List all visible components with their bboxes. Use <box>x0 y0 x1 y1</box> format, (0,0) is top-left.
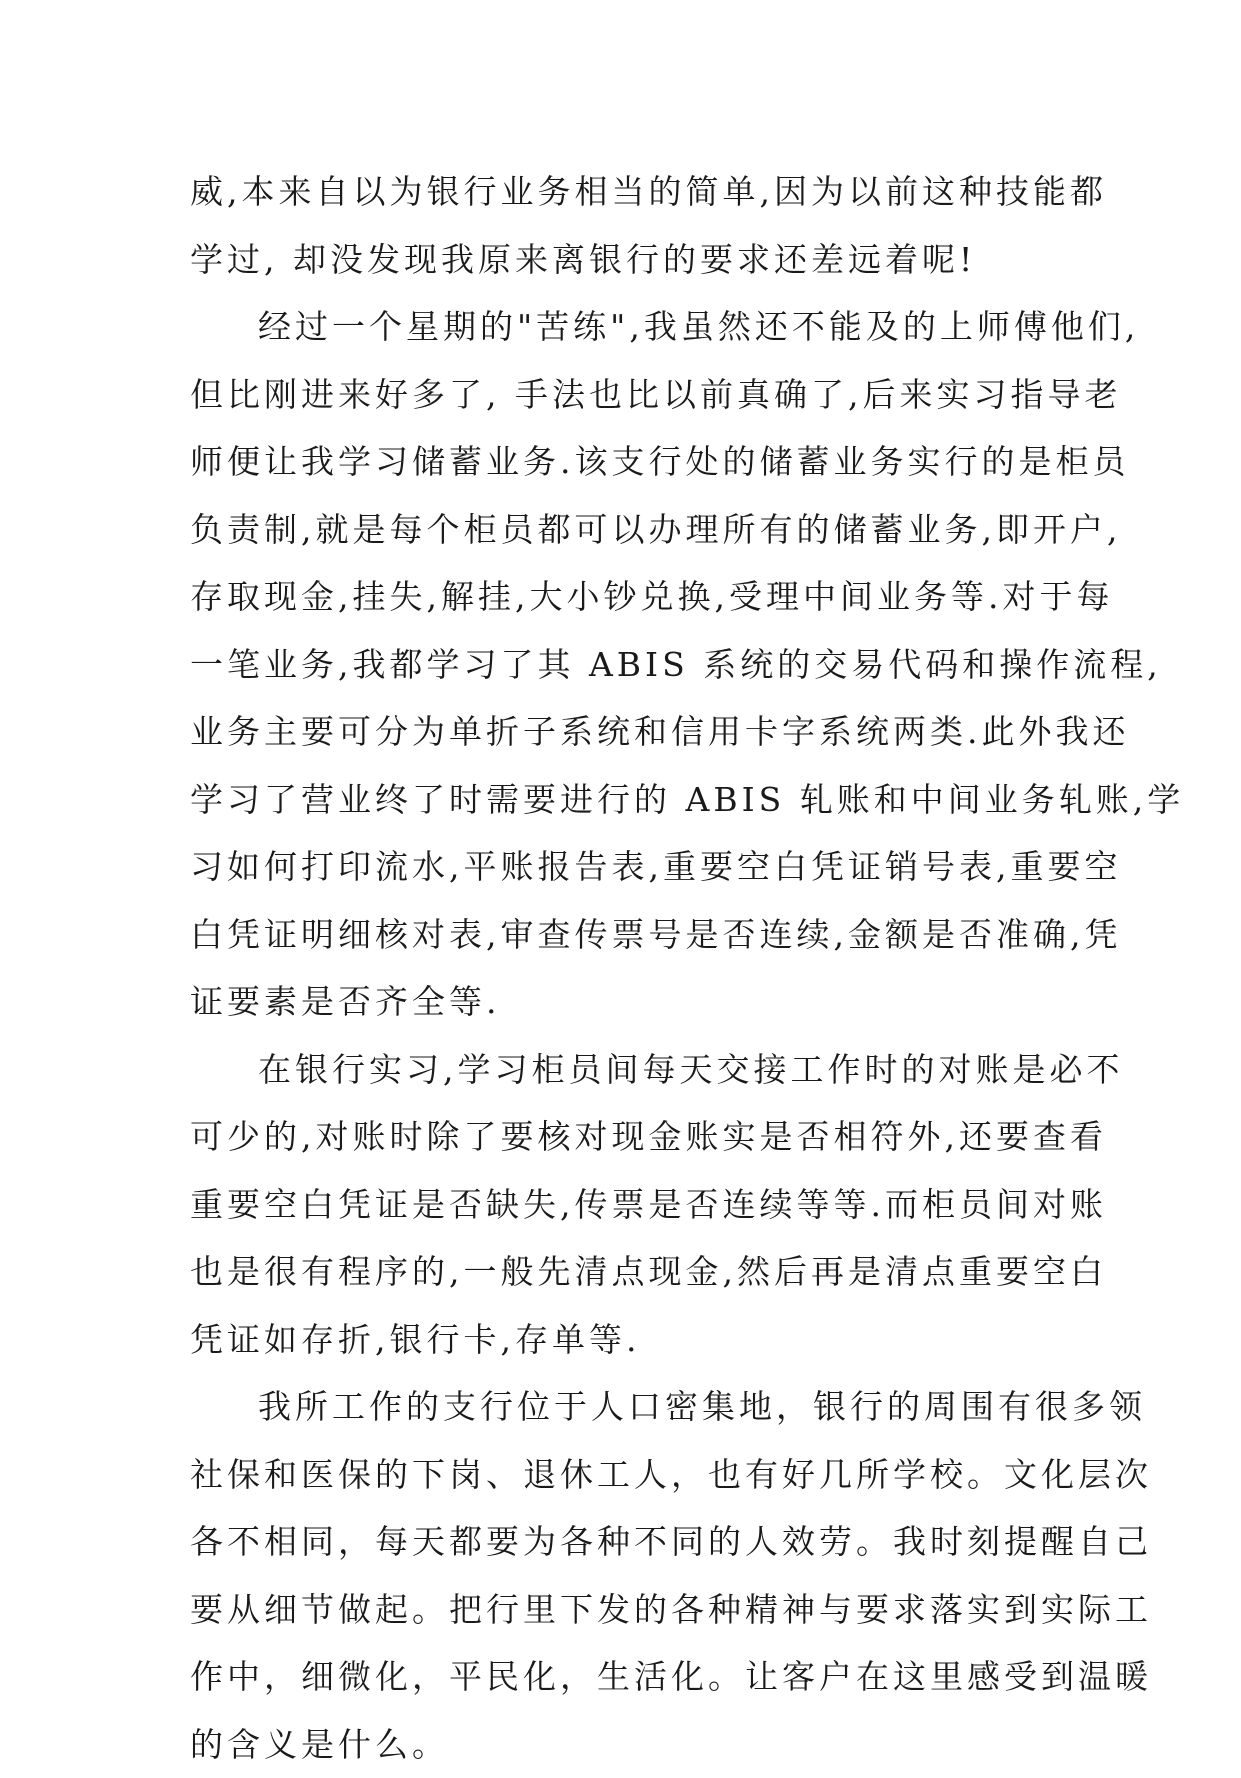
text-line: 师便让我学习储蓄业务.该支行处的储蓄业务实行的是柜员 <box>190 428 1050 496</box>
text-line: 也是很有程序的,一般先清点现金,然后再是清点重要空白 <box>190 1238 1050 1306</box>
text-line: 一笔业务,我都学习了其 ABIS 系统的交易代码和操作流程, <box>190 631 1050 699</box>
paragraph-start-line: 在银行实习,学习柜员间每天交接工作时的对账是必不 <box>190 1036 1050 1104</box>
text-line: 白凭证明细核对表,审查传票号是否连续,金额是否准确,凭 <box>190 901 1050 969</box>
text-line: 作中，细微化，平民化，生活化。让客户在这里感受到温暖 <box>190 1643 1050 1711</box>
text-line: 要从细节做起。把行里下发的各种精神与要求落实到实际工 <box>190 1576 1050 1644</box>
text-line: 社保和医保的下岗、退休工人，也有好几所学校。文化层次 <box>190 1441 1050 1509</box>
text-line: 各不相同，每天都要为各种不同的人效劳。我时刻提醒自己 <box>190 1508 1050 1576</box>
text-line: 习如何打印流水,平账报告表,重要空白凭证销号表,重要空 <box>190 833 1050 901</box>
text-line: 存取现金,挂失,解挂,大小钞兑换,受理中间业务等.对于每 <box>190 563 1050 631</box>
text-line: 重要空白凭证是否缺失,传票是否连续等等.而柜员间对账 <box>190 1171 1050 1239</box>
body-text <box>190 158 1050 1778</box>
text-line: 但比刚进来好多了, 手法也比以前真确了,后来实习指导老 <box>190 361 1050 429</box>
text-line: 凭证如存折,银行卡,存单等. <box>190 1306 1050 1374</box>
text-line: 的含义是什么。 <box>190 1711 1050 1778</box>
text-line: 威,本来自以为银行业务相当的简单,因为以前这种技能都 <box>190 158 1050 226</box>
text-line: 可少的,对账时除了要核对现金账实是否相符外,还要查看 <box>190 1103 1050 1171</box>
text-line: 学习了营业终了时需要进行的 ABIS 轧账和中间业务轧账,学 <box>190 766 1050 834</box>
text-line: 负责制,就是每个柜员都可以办理所有的储蓄业务,即开户, <box>190 496 1050 564</box>
paragraph-start-line: 经过一个星期的"苦练",我虽然还不能及的上师傅他们, <box>190 293 1050 361</box>
paragraph-start-line: 我所工作的支行位于人口密集地，银行的周围有很多领 <box>190 1373 1050 1441</box>
text-line: 学过, 却没发现我原来离银行的要求还差远着呢! <box>190 226 1050 294</box>
text-line: 业务主要可分为单折子系统和信用卡字系统两类.此外我还 <box>190 698 1050 766</box>
text-line: 证要素是否齐全等. <box>190 968 1050 1036</box>
